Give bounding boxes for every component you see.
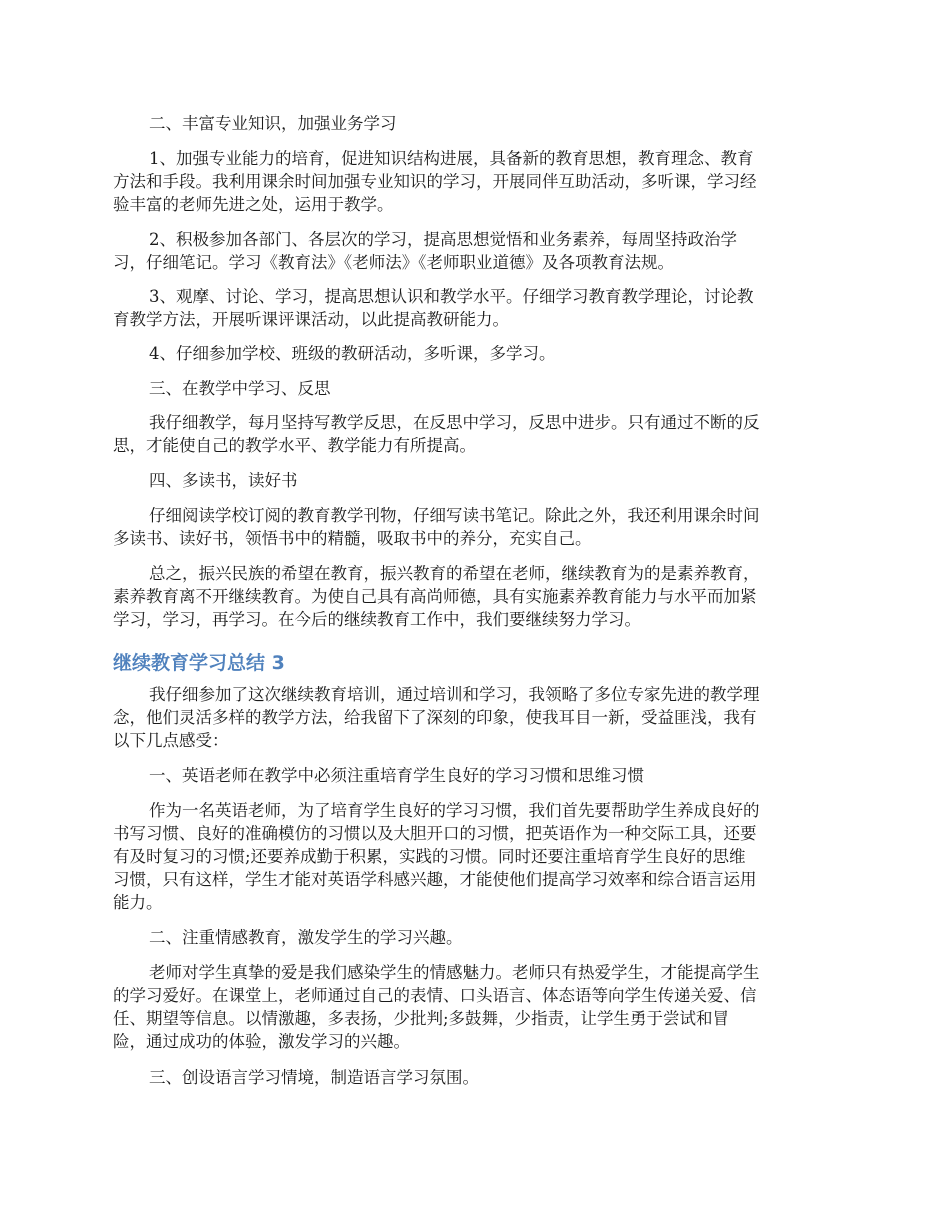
text-line: 老师对学生真挚的爱是我们感染学生的情感魅力。老师只有热爱学生，才能提高学生 (149, 963, 760, 982)
text-line: 1、加强专业能力的培育，促进知识结构进展，具备新的教育思想，教育理念、教育 (149, 149, 754, 168)
text-line: 学习，学习，再学习。在今后的继续教育工作中，我们要继续努力学习。 (113, 610, 641, 629)
paragraph (113, 228, 840, 274)
paragraph (113, 285, 840, 331)
text-line: 能力。 (113, 893, 163, 912)
paragraph (113, 377, 840, 400)
text-line: 任、期望等信息。以情激趣，多表扬，少批判;多鼓舞，少指责，让学生勇于尝试和冒 (113, 1009, 730, 1028)
text-line: 习，仔细笔记。学习《教育法》《老师法》《老师职业道德》及各项教育法规。 (113, 253, 674, 272)
text-line: 险，通过成功的体验，激发学习的兴趣。 (113, 1032, 410, 1051)
text-line: 3、观摩、讨论、学习，提高思想认识和教学水平。仔细学习教育教学理论，讨论教 (149, 287, 754, 306)
text-line: 以下几点感受： (113, 731, 229, 750)
text-line: 有及时复习的习惯;还要养成勤于积累，实践的习惯。同时还要注重培育学生良好的思维 (113, 847, 746, 866)
paragraph (113, 926, 840, 949)
text-line: 素养教育离不开继续教育。为使自己具有高尚师德，具有实施素养教育能力与水平而加紧 (113, 587, 757, 606)
paragraph (113, 411, 840, 457)
paragraph (113, 112, 840, 135)
text-line: 念，他们灵活多样的教学方法，给我留下了深刻的印象，使我耳目一新，受益匪浅，我有 (113, 708, 757, 727)
section-subheading: 三、在教学中学习、反思 (149, 379, 331, 398)
section-subheading: 四、多读书，读好书 (149, 471, 298, 490)
text-line: 验丰富的老师先进之处，运用于教学。 (113, 195, 394, 214)
text-line: 的学习爱好。在课堂上，老师通过自己的表情、口头语言、体态语等向学生传递关爱、信 (113, 986, 757, 1005)
text-line: 我仔细教学，每月坚持写教学反思，在反思中学习，反思中进步。只有通过不断的反 (149, 413, 760, 432)
text-line: 习惯，只有这样，学生才能对英语学科感兴趣，才能使他们提高学习效率和综合语言运用 (113, 870, 757, 889)
section-subheading: 二、丰富专业知识，加强业务学习 (149, 114, 397, 133)
text-line: 思，才能使自己的教学水平、教学能力有所提高。 (113, 436, 476, 455)
text-line: 总之，振兴民族的希望在教育，振兴教育的希望在老师，继续教育为的是素养教育， (149, 564, 760, 583)
paragraph (113, 469, 840, 492)
text-line: 方法和手段。我利用课余时间加强专业知识的学习，开展同伴互助活动，多听课，学习经 (113, 172, 757, 191)
paragraph (113, 562, 840, 631)
paragraph (113, 342, 840, 365)
text-line: 我仔细参加了这次继续教育培训，通过培训和学习，我领略了多位专家先进的教学理 (149, 685, 760, 704)
text-line: 4、仔细参加学校、班级的教研活动，多听课，多学习。 (149, 344, 556, 363)
text-line: 书写习惯、良好的准确模仿的习惯以及大胆开口的习惯，把英语作为一种交际工具，还要 (113, 824, 757, 843)
paragraph (113, 147, 840, 216)
text-line: 作为一名英语老师，为了培育学生良好的学习习惯，我们首先要帮助学生养成良好的 (149, 801, 760, 820)
paragraph (113, 683, 840, 752)
section-heading: 继续教育学习总结 3 (113, 652, 285, 674)
text-line: 育教学方法，开展听课评课活动，以此提高教研能力。 (113, 310, 509, 329)
paragraph (113, 504, 840, 550)
text-line: 多读书、读好书，领悟书中的精髓，吸取书中的养分，充实自己。 (113, 529, 592, 548)
section-subheading: 三、创设语言学习情境，制造语言学习氛围。 (149, 1068, 479, 1087)
paragraph (113, 1066, 840, 1089)
paragraph (113, 961, 840, 1053)
section-subheading: 一、英语老师在教学中必须注重培育学生良好的学习习惯和思维习惯 (149, 766, 644, 785)
paragraph (113, 799, 840, 914)
text-line: 2、积极参加各部门、各层次的学习，提高思想觉悟和业务素养，每周坚持政治学 (149, 230, 737, 249)
section-subheading: 二、注重情感教育，激发学生的学习兴趣。 (149, 928, 463, 947)
paragraph (113, 764, 840, 787)
text-line: 仔细阅读学校订阅的教育教学刊物，仔细写读书笔记。除此之外，我还利用课余时间 (149, 506, 760, 525)
